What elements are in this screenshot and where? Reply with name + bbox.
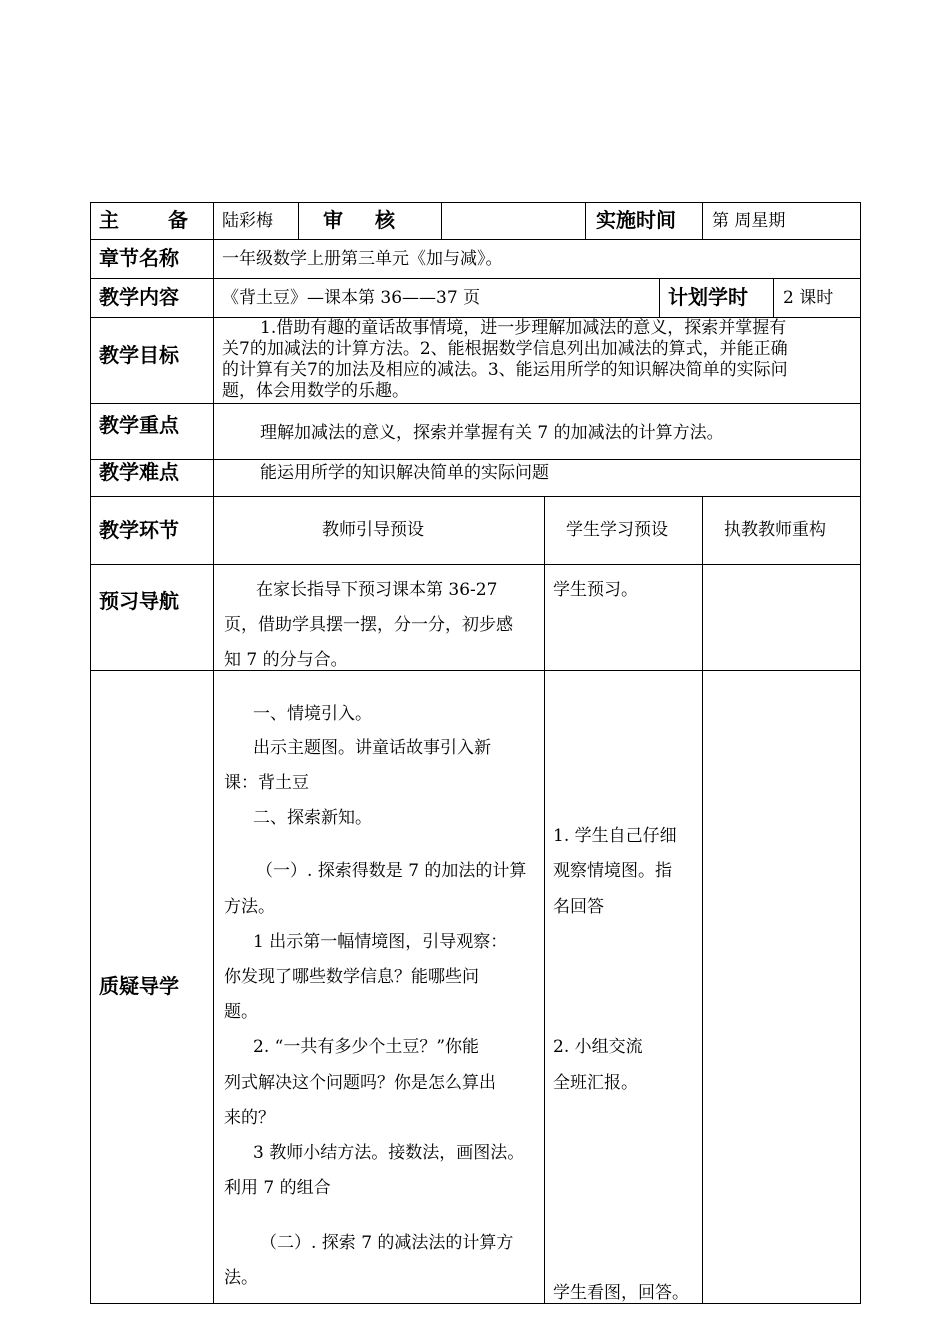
time-value: 第 周星期	[712, 211, 786, 231]
preview-label: 预习导航	[99, 589, 179, 613]
grid-line	[90, 1303, 861, 1304]
subtraction-section-line: 法。	[224, 1268, 258, 1288]
preview-teacher-line: 知 7 的分与合。	[224, 650, 348, 670]
question-1-line: 你发现了哪些数学信息？能哪些问	[224, 967, 479, 987]
grid-line	[90, 202, 91, 1304]
student-step-1-line: 名回答	[553, 897, 604, 917]
difficulty-value: 能运用所学的知识解决简单的实际问题	[260, 463, 549, 483]
grid-line	[213, 202, 214, 1304]
preview-teacher-line: 页，借助学具摆一摆，分一分，初步感	[224, 615, 513, 635]
question-3-line: 3 教师小结方法。接数法，画图法。	[253, 1143, 525, 1163]
student-step-2-line: 2. 小组交流	[553, 1037, 643, 1057]
preview-teacher-line: 在家长指导下预习课本第 36-27	[256, 580, 498, 600]
rebuild-column-header: 执教教师重构	[724, 520, 826, 540]
hours-value: 2 课时	[783, 288, 834, 308]
intro-line: 出示主题图。讲童话故事引入新	[253, 738, 491, 758]
preview-student: 学生预习。	[553, 580, 638, 600]
grid-line	[90, 459, 861, 460]
question-2-line: 来的？	[224, 1108, 275, 1128]
grid-line	[659, 278, 660, 317]
objectives-line: 1.借助有趣的童话故事情境，进一步理解加减法的意义，探索并掌握有	[260, 318, 787, 338]
grid-line	[90, 564, 861, 565]
grid-line	[90, 278, 861, 279]
question-1-line: 题。	[224, 1002, 258, 1022]
hours-label: 计划学时	[668, 285, 748, 309]
question-1-line: 1 出示第一幅情境图，引导观察：	[253, 932, 508, 952]
preparer-name: 陆彩梅	[222, 211, 273, 231]
grid-line	[544, 496, 545, 1304]
key-point-value: 理解加减法的意义，探索并掌握有关 7 的加减法的计算方法。	[260, 423, 724, 443]
time-label: 实施时间	[596, 208, 676, 232]
grid-line	[90, 202, 861, 203]
objectives-line: 关7的加减法的计算方法。2、能根据数学信息列出加减法的算式，并能正确	[222, 339, 788, 359]
add-section-line: 方法。	[224, 897, 275, 917]
preparer-label-zhu: 主	[99, 208, 119, 232]
grid-line	[860, 202, 861, 1304]
teacher-column-header: 教师引导预设	[322, 520, 424, 540]
add-section-line: （一）. 探索得数是 7 的加法的计算	[256, 861, 527, 881]
student-step-1-line: 观察情境图。指	[553, 861, 672, 881]
grid-line	[702, 202, 703, 239]
grid-line	[298, 202, 299, 239]
objectives-line: 的计算有关7的加法及相应的减法。3、能运用所学的知识解决简单的实际问	[222, 360, 788, 380]
grid-line	[773, 278, 774, 317]
reviewer-label-he: 核	[375, 208, 395, 232]
grid-line	[90, 496, 861, 497]
question-2-line: 2. “一共有多少个土豆？”你能	[253, 1037, 480, 1057]
grid-line	[90, 239, 861, 240]
student-step-3: 学生看图，回答。	[553, 1283, 689, 1303]
grid-line	[441, 202, 442, 239]
student-column-header: 学生学习预设	[566, 520, 668, 540]
intro-line: 课：背土豆	[224, 773, 309, 793]
stage-column-header: 教学环节	[99, 518, 179, 542]
objectives-line: 题，体会用数学的乐趣。	[222, 381, 409, 401]
intro-title: 一、情境引入。	[253, 704, 372, 724]
grid-line	[702, 496, 703, 1304]
student-step-1-line: 1. 学生自己仔细	[553, 826, 677, 846]
preparer-label-bei: 备	[168, 208, 188, 232]
question-3-line: 利用 7 的组合	[224, 1178, 331, 1198]
chapter-label: 章节名称	[99, 246, 179, 270]
explore-title: 二、探索新知。	[253, 808, 372, 828]
inquiry-label: 质疑导学	[99, 974, 179, 998]
objectives-label: 教学目标	[99, 343, 179, 367]
grid-line	[90, 403, 861, 404]
grid-line	[90, 670, 861, 671]
student-step-2-line: 全班汇报。	[553, 1073, 638, 1093]
subtraction-section-line: （二）. 探索 7 的减法法的计算方	[260, 1233, 514, 1253]
grid-line	[585, 202, 586, 239]
chapter-value: 一年级数学上册第三单元《加与减》。	[222, 249, 503, 269]
content-value: 《背土豆》—课本第 36——37 页	[222, 288, 481, 308]
content-label: 教学内容	[99, 285, 179, 309]
key-point-label: 教学重点	[99, 413, 179, 437]
question-2-line: 列式解决这个问题吗？你是怎么算出	[224, 1073, 496, 1093]
reviewer-label-shen: 审	[323, 208, 343, 232]
difficulty-label: 教学难点	[99, 460, 179, 484]
